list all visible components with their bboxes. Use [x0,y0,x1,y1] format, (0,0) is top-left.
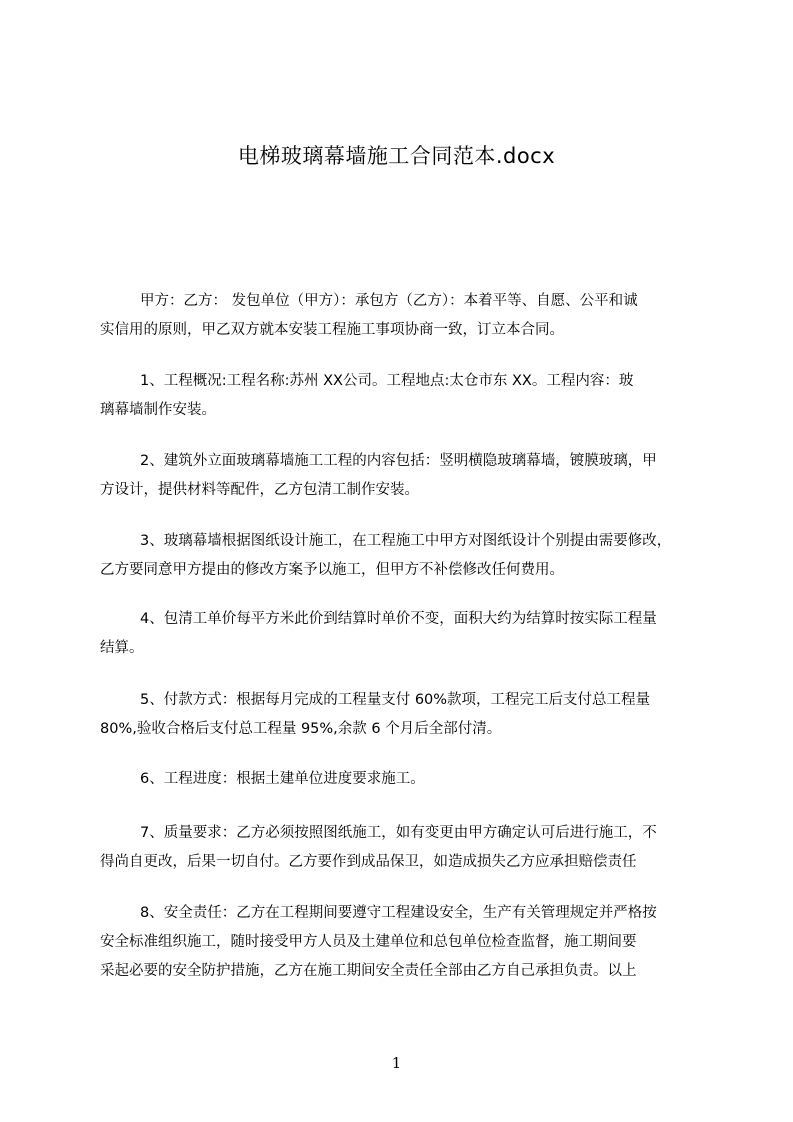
paragraph-clause-6 [100,765,720,794]
paragraph-line: 甲方：乙方： 发包单位（甲方）：承包方（乙方）：本着平等、自愿、公平和诚 [140,293,638,309]
paragraph-line: 安全标准组织施工，随时接受甲方人员及土建单位和总包单位检查监督，施工期间要 [100,934,637,950]
paragraph-clause-4 [100,605,720,663]
paragraph-line: 2、建筑外立面玻璃幕墙施工工程的内容包括：竖明横隐玻璃幕墙，镀膜玻璃，甲 [140,453,657,469]
page-number: 1 [391,1054,402,1072]
paragraph-line: 乙方要同意甲方提由的修改方案予以施工，但甲方不补偿修改任何费用。 [100,562,564,578]
paragraph-line: 1、工程概况:工程名称:苏州 XX公司。工程地点:太仓市东 XX。工程内容：玻 [140,373,634,389]
paragraph-line: 8、安全责任：乙方在工程期间要遵守工程建设安全，生产有关管理规定并严格按 [140,905,657,921]
document-title: 电梯玻璃幕墙施工合同范本.docx [237,144,556,168]
paragraph-line: 结算。 [100,640,144,656]
paragraph-line: 璃幕墙制作安装。 [100,402,216,418]
paragraph-line: 3、玻璃幕墙根据图纸设计施工，在工程施工中甲方对图纸设计个别提由需要修改， [140,533,672,549]
paragraph-clause-7 [100,819,720,877]
paragraph-line: 80%,验收合格后支付总工程量 95%,余款 6 个月后全部付清。 [100,721,502,737]
paragraph-line: 得尚自更改，后果一切自付。乙方要作到成品保卫，如造成损失乙方应承担赔偿责任 [100,854,637,870]
paragraph-line: 7、质量要求：乙方必须按照图纸施工，如有变更由甲方确定认可后进行施工，不 [140,825,657,841]
paragraph-line: 5、付款方式：根据每月完成的工程量支付 60%款项，工程完工后支付总工程量 [140,692,651,708]
paragraph-line: 4、包清工单价每平方米此价到结算时单价不变，面积大约为结算时按实际工程量 [140,611,657,627]
paragraph-line: 6、工程进度：根据土建单位进度要求施工。 [140,771,425,787]
paragraph-line: 实信用的原则，甲乙双方就本安装工程施工事项协商一致，订立本合同。 [100,322,564,338]
paragraph-clause-1 [100,367,720,425]
paragraph-intro [100,287,720,345]
paragraph-clause-5 [100,686,720,744]
paragraph-line: 方设计，提供材料等配件，乙方包清工制作安装。 [100,482,419,498]
paragraph-clause-2 [100,447,720,505]
paragraph-clause-3 [100,527,720,585]
paragraph-line: 采起必要的安全防护措施，乙方在施工期间安全责任全部由乙方自己承担负责。以上 [100,963,637,979]
paragraph-clause-8 [100,899,720,986]
